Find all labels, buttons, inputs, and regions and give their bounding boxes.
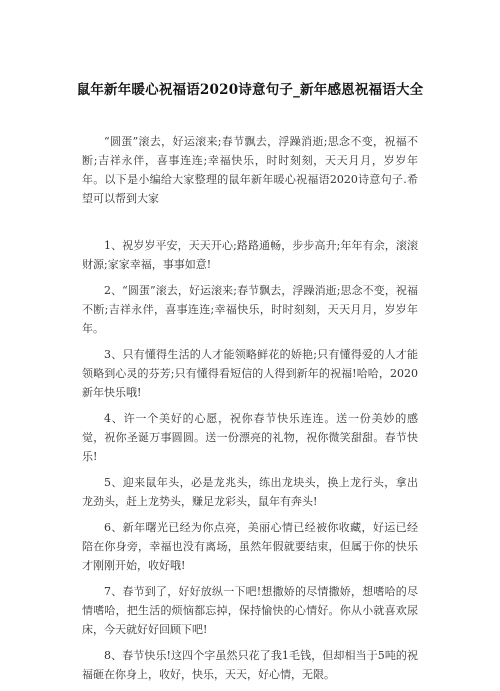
- list-item: 6、新年曙光已经为你点亮，美丽心情已经被你收藏，好运已经陪在你身旁，幸福也没有离场，虽然年假就要结束，但属于你的快乐才刚刚开始，收好哦!: [82, 521, 418, 572]
- list-item: 3、只有懂得生活的人才能领略鲜花的娇艳;只有懂得爱的人才能领略到心灵的芬芳;只有懂得看短信的人得到新年的祝福!哈哈，2020新年快乐哦!: [82, 348, 418, 399]
- document-title: 鼠年新年暖心祝福语2020诗意句子_新年感恩祝福语大全: [76, 82, 424, 98]
- intro-paragraph: “圆蛋”滚去，好运滚来;春节飘去，浮躁消逝;思念不变，祝福不断;吉祥永伴，喜事连连;幸福快乐，时时刻刻，天天月月，岁岁年年。以下是小编给大家整理的鼠年新年暖心祝福语2020诗意句子.希望可以帮到大家: [82, 135, 418, 205]
- list-item: 1、祝岁岁平安，天天开心;路路通畅，步步高升;年年有余，滚滚财源;家家幸福，事事如意!: [82, 239, 418, 271]
- list-item: 2、“圆蛋”滚去，好运滚来;春节飘去，浮躁消逝;思念不变，祝福不断;吉祥永伴，喜事连连;幸福快乐，时时刻刻，天天月月，岁岁年年。: [82, 284, 418, 335]
- list-item: 8、春节快乐!这四个字虽然只花了我1毛钱，但却相当于5吨的祝福砸在你身上，收好，快乐，天天，好心情，无限。: [82, 649, 418, 681]
- list-item: 7、春节到了，好好放纵一下吧!想撒娇的尽情撒娇，想嗜哈的尽情嗜哈，把生活的烦恼都忘掉，保持愉快的心情好。你从小就喜欢尿床，今天就好好回顾下吧!: [82, 585, 418, 636]
- list-item: 5、迎来鼠年头，必是龙兆头，练出龙块头，换上龙行头，拿出龙劲头，赶上龙势头，赚足龙彩头，鼠年有奔头!: [82, 476, 418, 508]
- greetings-list: [82, 236, 418, 691]
- list-item: 4、许一个美好的心愿，祝你春节快乐连连。送一份美妙的感觉，祝你圣诞万事圆圆。送一份漂亮的礼物，祝你微笑甜甜。春节快乐!: [82, 412, 418, 463]
